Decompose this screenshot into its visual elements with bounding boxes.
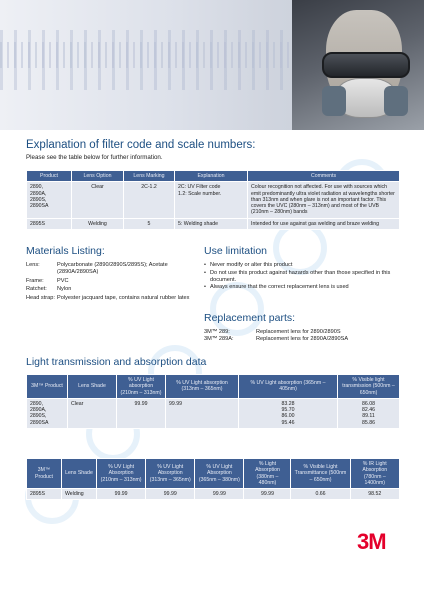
col-product: Product: [27, 171, 72, 182]
materials-key: Frame:: [26, 277, 44, 284]
list-item: [26, 286, 202, 293]
3m-logo: 3M: [357, 529, 386, 554]
list-item: [204, 336, 394, 343]
col-lens-shade: Lens Shade: [62, 459, 97, 489]
list-item: • Do not use this product against hazards other than those specified in this document.: [204, 270, 394, 284]
replacement-title: Replacement parts:: [204, 312, 296, 324]
col-uv-1: % UV Light absorption (210nm – 313nm): [117, 375, 166, 399]
table-row: [27, 218, 400, 229]
respirator-filter-left: [322, 86, 346, 116]
materials-title: Materials Listing:: [26, 245, 105, 257]
materials-list: [26, 262, 202, 304]
light-title: Light transmission and absorption data: [26, 356, 207, 368]
col-uv-1: % UV Light Absorption (210nm – 313nm): [97, 459, 146, 489]
goggle-icon: [322, 52, 410, 78]
cell-light: 99.99: [244, 489, 291, 500]
table-row: [27, 182, 400, 218]
table-row: [27, 489, 400, 500]
cell-product: 2895S: [27, 218, 72, 229]
list-item: • Never modify or alter this product: [204, 262, 394, 269]
cell-uv-2: 99.99: [166, 398, 239, 428]
cell-explanation: 5: Welding shade: [175, 218, 248, 229]
cell-product: 2890, 2890A, 2890S, 2890SA: [27, 398, 68, 428]
cell-explanation: 2C: UV Filter code 1.2: Scale number.: [175, 182, 248, 218]
cell-comments: Colour recognition not affected. For use with sources which emit predominantly ultra violet radiation at wavelengths shorter than 313nm and when glare is not an important factor. This covers the UVC (280nm – 313nm) and most of the UVB (210nm – 280nm) bands: [248, 182, 400, 218]
col-ir: % IR Light Absorption (780nm – 1400nm): [350, 459, 399, 489]
col-explanation: Explanation: [175, 171, 248, 182]
table-row: [27, 398, 400, 428]
col-product: 3M™ Product: [27, 459, 62, 489]
materials-key: Head strap:: [26, 295, 55, 302]
col-uv-2: % UV Light absorption (313nm – 365nm): [166, 375, 239, 399]
list-item: [26, 262, 202, 276]
light-table-2: [26, 458, 400, 500]
cell-ir: 98.52: [350, 489, 399, 500]
cell-visible: 86.08 82.46 89.11 85.86: [338, 398, 400, 428]
cell-uv-3: 83.28 95.70 86.00 95.46: [239, 398, 338, 428]
cell-uv-1: 99.99: [97, 489, 146, 500]
list-item: [204, 329, 394, 336]
col-visible: % Visible light transmission (500nm – 650nm): [338, 375, 400, 399]
materials-value: Polycarbonate (2890/2890S/2895S); Acetate (2890A/2890SA): [57, 262, 168, 275]
cell-shade: Clear: [68, 398, 117, 428]
col-lens-option: Lens Option: [72, 171, 124, 182]
cell-product: 2895S: [27, 489, 62, 500]
col-lens-shade: Lens Shade: [68, 375, 117, 399]
cell-product: 2890, 2890A, 2890S, 2890SA: [27, 182, 72, 218]
use-limitation-title: Use limitation: [204, 245, 268, 257]
col-visible: % Visible Light Transmittance (500nm – 650nm): [291, 459, 350, 489]
cell-comments: Intended for use against gas welding and braze welding: [248, 218, 400, 229]
cell-shade: Welding: [62, 489, 97, 500]
replacement-value: Replacement lens for 2890/2890S: [256, 329, 341, 335]
use-limitation-list: [204, 262, 394, 292]
materials-value: PVC: [57, 277, 69, 284]
materials-key: Lens:: [26, 262, 40, 268]
list-item: • Always ensure that the correct replacement lens is used: [204, 284, 394, 291]
replacement-list: [204, 329, 394, 344]
materials-key: Ratchet:: [26, 286, 47, 293]
list-item: [26, 278, 202, 285]
filter-code-table: [26, 170, 400, 230]
materials-value: Nylon: [57, 286, 72, 293]
col-uv-2: % UV Light Absorption (313nm – 365nm): [146, 459, 195, 489]
cell-uv-3: 99.99: [195, 489, 244, 500]
explanation-intro: Please see the table below for further information.: [26, 154, 163, 161]
col-product: 3M™ Product: [27, 375, 68, 399]
col-light: % Light Absorption (380nm – 480nm): [244, 459, 291, 489]
banner-dots: [0, 42, 290, 68]
light-table-1: [26, 374, 400, 429]
cell-lens-option: Clear: [72, 182, 124, 218]
cell-uv-2: 99.99: [146, 489, 195, 500]
col-comments: Comments: [248, 171, 400, 182]
replacement-key: 3M™ 289A:: [204, 336, 234, 343]
materials-value: Polyester jacquard tape, contains natural rubber latex: [57, 295, 190, 302]
cell-visible: 0.66: [291, 489, 350, 500]
col-lens-marking: Lens Marking: [124, 171, 175, 182]
replacement-key: 3M™ 289:: [204, 329, 230, 335]
list-item: [26, 295, 202, 302]
cell-lens-option: Welding: [72, 218, 124, 229]
header-banner: [0, 0, 424, 130]
explanation-title: Explanation of filter code and scale numbers:: [26, 139, 256, 151]
col-uv-3: % UV Light absorption (365nm – 405nm): [239, 375, 338, 399]
cell-uv-1: 99.99: [117, 398, 166, 428]
replacement-value: Replacement lens for 2890A/2890SA: [256, 336, 349, 343]
worker-with-goggles-and-respirator-photo: [292, 0, 424, 130]
cell-lens-marking: 2C-1.2: [124, 182, 175, 218]
cell-lens-marking: 5: [124, 218, 175, 229]
respirator-filter-right: [384, 86, 408, 116]
col-uv-3: % UV Light Absorption (365nm – 380nm): [195, 459, 244, 489]
